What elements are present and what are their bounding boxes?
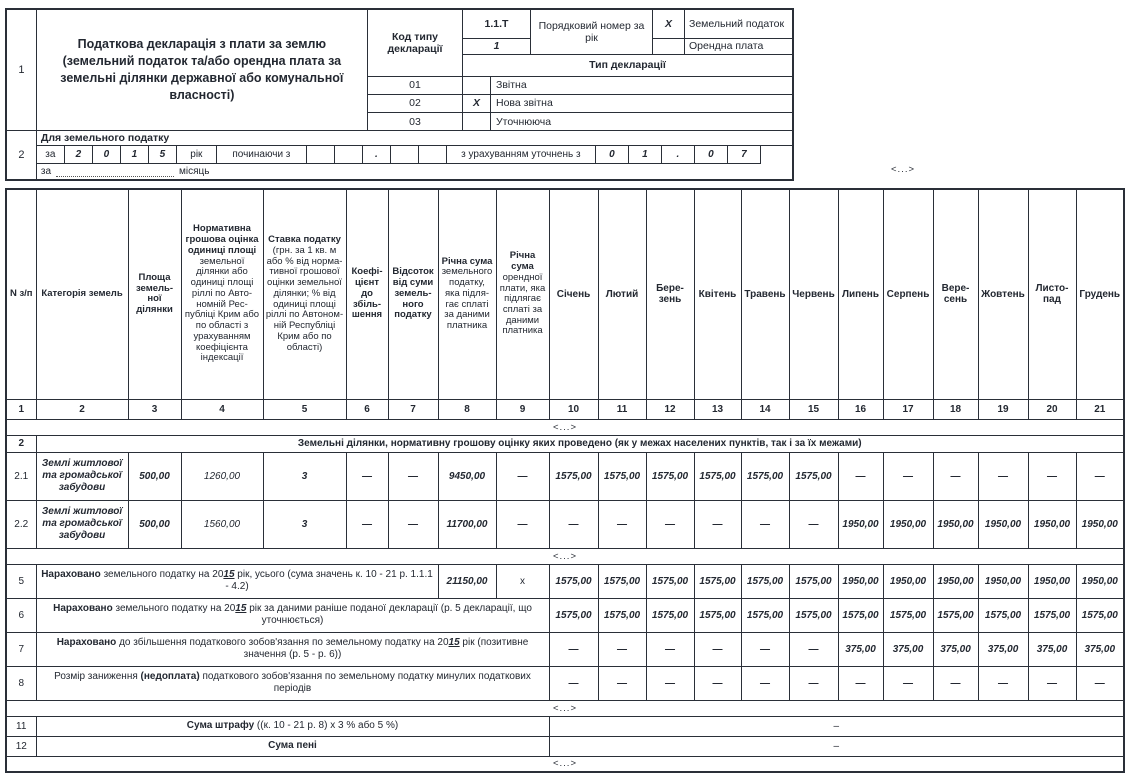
rent-label: Орендна плата [685, 39, 792, 55]
month-value-cell: 1575,00 [741, 598, 789, 632]
header-month-cell: Травень [741, 189, 789, 399]
ellipsis-row-2 [6, 548, 1124, 564]
column-number-cell: 9 [496, 399, 549, 419]
column-number-cell: 8 [438, 399, 496, 419]
text-segment: (недоплата) [140, 670, 200, 682]
section-2-row [6, 435, 1124, 452]
start-date-box[interactable] [335, 146, 363, 164]
column-number-cell: 5 [263, 399, 346, 419]
month-value-cell: 1950,00 [838, 564, 883, 598]
month-value-cell: — [646, 666, 694, 700]
header-month-cell: Лютий [598, 189, 646, 399]
column-number-cell: 19 [978, 399, 1028, 419]
period-row-filler [761, 146, 792, 164]
header-col-1: N з/п [6, 189, 36, 399]
row-number-1: 1 [7, 10, 37, 130]
row-no: 6 [6, 598, 36, 632]
ellipsis-cell: <...> [6, 756, 1124, 772]
month-value-cell: 1575,00 [646, 564, 694, 598]
header-col-6: Коефіцієнт до збільшення [346, 189, 388, 399]
month-value-cell: — [933, 452, 978, 500]
column-number-cell: 21 [1076, 399, 1124, 419]
month-value-cell: 1575,00 [741, 564, 789, 598]
month-value-cell: — [789, 632, 838, 666]
fine-value: – [549, 716, 1124, 736]
month-value-cell: 1950,00 [1076, 500, 1124, 548]
adjustments-label: з урахуванням уточнень з [447, 146, 596, 164]
data-row-2-2 [6, 500, 1124, 548]
column-number-cell: 14 [741, 399, 789, 419]
column-number-row [6, 399, 1124, 419]
row-no: 7 [6, 632, 36, 666]
penalty-value: – [549, 736, 1124, 756]
declaration-type-header: Тип декларації [463, 55, 792, 77]
column-number-cell: 17 [883, 399, 933, 419]
text-segment: рік за даними раніше поданої декларації (р. 5 декларації, що уточнюється) [246, 602, 532, 626]
text-segment: Нараховано [56, 636, 120, 648]
period-section-label: Для земельного податку [37, 131, 792, 146]
summary-row-8 [6, 666, 1124, 700]
code-value: 1.1.Т [463, 10, 531, 39]
year-digit-box[interactable]: 0 [93, 146, 121, 164]
month-line-suffix: місяць [179, 166, 210, 177]
header-month-cell: Березень [646, 189, 694, 399]
month-value-cell: 1575,00 [549, 452, 598, 500]
month-value-cell: — [694, 632, 741, 666]
decl-type-mark-02[interactable]: X [463, 95, 491, 113]
ellipsis-cell: <...> [6, 419, 1124, 435]
month-value-cell: 1575,00 [646, 598, 694, 632]
month-value-cell: — [741, 500, 789, 548]
row-no: 2.2 [6, 500, 36, 548]
section-2-number: 2 [6, 435, 36, 452]
month-value-cell: — [694, 500, 741, 548]
decl-type-code-03: 03 [368, 113, 463, 131]
header-col-5: Ставка податку (грн. за 1 кв. м або % від нормативної грошової оцінки земельної ділянки; % від одиниці площі ріллі по Автономній Республіці Крим або по області) [263, 189, 346, 399]
month-value-cell: — [883, 452, 933, 500]
adjustment-date-box[interactable]: . [662, 146, 695, 164]
decl-type-mark-03[interactable] [463, 113, 491, 131]
month-value-cell: 375,00 [933, 632, 978, 666]
text-segment: Розмір заниження [54, 670, 141, 682]
table-header-row [6, 189, 1124, 399]
month-value-cell: 1575,00 [694, 452, 741, 500]
column-number-cell: 13 [694, 399, 741, 419]
start-date-box[interactable] [419, 146, 447, 164]
month-value-cell: 1950,00 [933, 500, 978, 548]
text-segment: 15 [223, 568, 235, 580]
ellipsis-cell: <...> [6, 548, 1124, 564]
summary-row-5 [6, 564, 1124, 598]
header-month-cell: Червень [789, 189, 838, 399]
month-value-cell: 375,00 [1028, 632, 1076, 666]
summary-text [36, 632, 549, 666]
text-segment: до збільшення податкового зобов'язання по земельному податку на 20 [119, 636, 449, 648]
header-month-cell: Січень [549, 189, 598, 399]
month-value-cell: 1575,00 [789, 452, 838, 500]
ellipsis-row-3 [6, 700, 1124, 716]
row-no: 8 [6, 666, 36, 700]
month-line [37, 164, 792, 179]
column-number-cell: 16 [838, 399, 883, 419]
section-2-title: Земельні ділянки, нормативну грошову оцінку яких проведено (як у межах населених пунктів, так і за їх межами) [36, 435, 1124, 452]
ellipsis-row-4 [6, 756, 1124, 772]
declaration-type-grid [368, 10, 792, 130]
header-month-cell: Листопад [1028, 189, 1076, 399]
data-row-2-1 [6, 452, 1124, 500]
column-number-cell: 6 [346, 399, 388, 419]
period-section [37, 131, 792, 179]
header-month-cell: Квітень [694, 189, 741, 399]
header-col-2: Категорія земель [36, 189, 128, 399]
column-number-cell: 18 [933, 399, 978, 419]
tax-rate-value: 3 [263, 500, 346, 548]
decl-type-code-02: 02 [368, 95, 463, 113]
text-segment: податкового зобов'язання по земельному податку минулих податкових періодів [199, 670, 531, 694]
declaration-title: Податкова декларація з плати за землю (земельний податок та/або орендна плата за земельні ділянки державної або комунальної власності) [37, 10, 368, 130]
month-value-cell: 1575,00 [694, 598, 741, 632]
month-value-cell: 1575,00 [549, 598, 598, 632]
decl-type-mark-01[interactable] [463, 77, 491, 95]
start-date-box[interactable]: . [363, 146, 391, 164]
column-number-cell: 7 [388, 399, 438, 419]
area-value: 500,00 [128, 500, 181, 548]
header-col-8: Річна сума земельного податку, яка підлягає сплаті за даними платника [438, 189, 496, 399]
month-value-cell: — [978, 666, 1028, 700]
month-value-cell: 1950,00 [978, 500, 1028, 548]
header-month-cell: Липень [838, 189, 883, 399]
annual-rent-value: — [496, 452, 549, 500]
column-number-cell: 12 [646, 399, 694, 419]
land-category: Землі житлової та громадської забудови [36, 452, 128, 500]
sequence-number-label: Порядковий номер за рік [531, 10, 653, 55]
month-value-cell: — [741, 666, 789, 700]
sequence-number-value[interactable]: 1 [463, 39, 531, 55]
month-value-cell: — [549, 632, 598, 666]
column-number-cell: 11 [598, 399, 646, 419]
decl-type-label-01: Звітна [491, 77, 792, 95]
header-col-3: Площа земельної ділянки [128, 189, 181, 399]
text-segment: 15 [448, 636, 460, 648]
month-value-cell: — [1028, 666, 1076, 700]
month-value-cell: — [789, 500, 838, 548]
header-month-cell: Серпень [883, 189, 933, 399]
land-category: Землі житлової та громадської забудови [36, 500, 128, 548]
month-value-cell: 1950,00 [1028, 564, 1076, 598]
month-value-cell: — [694, 666, 741, 700]
month-value-cell: 1575,00 [1028, 598, 1076, 632]
header-month-cell: Жовтень [978, 189, 1028, 399]
coefficient-value: — [346, 500, 388, 548]
rik-label: рік [177, 146, 217, 164]
text-segment: Сума штрафу [186, 719, 257, 731]
land-tax-table [5, 188, 1125, 773]
annual-tax-value: 9450,00 [438, 452, 496, 500]
adjustment-date-box[interactable]: 0 [596, 146, 629, 164]
month-value-cell: — [1028, 452, 1076, 500]
fine-label [36, 716, 549, 736]
summary-row-6 [6, 598, 1124, 632]
month-value-cell: 1575,00 [694, 564, 741, 598]
month-value-cell: 1575,00 [646, 452, 694, 500]
row-no: 5 [6, 564, 36, 598]
month-value-cell: — [1076, 666, 1124, 700]
month-value-cell: 1950,00 [1076, 564, 1124, 598]
month-blank-field[interactable] [56, 167, 174, 177]
header-row-2-period [7, 131, 792, 179]
month-value-cell: 1950,00 [883, 564, 933, 598]
valuation-value: 1560,00 [181, 500, 263, 548]
month-value-cell: 1575,00 [741, 452, 789, 500]
header-row-1 [7, 10, 792, 131]
month-value-cell: 1575,00 [598, 564, 646, 598]
row-no: 12 [6, 736, 36, 756]
column-number-cell: 10 [549, 399, 598, 419]
adjustment-date-box[interactable]: 1 [629, 146, 662, 164]
row-no: 2.1 [6, 452, 36, 500]
month-value-cell: 1575,00 [789, 564, 838, 598]
month-value-cell: — [838, 452, 883, 500]
area-value: 500,00 [128, 452, 181, 500]
land-tax-mark-cell[interactable]: X [653, 10, 685, 39]
penalty-label [36, 736, 549, 756]
month-value-cell: 1950,00 [978, 564, 1028, 598]
starting-from-label: починаючи з [217, 146, 307, 164]
ellipsis-cell: <...> [6, 700, 1124, 716]
column-number-cell: 2 [36, 399, 128, 419]
month-value-cell: — [883, 666, 933, 700]
month-value-cell: 1950,00 [883, 500, 933, 548]
ellipsis-marker-top: <...> [891, 164, 916, 175]
month-value-cell: — [933, 666, 978, 700]
za-label: за [37, 146, 65, 164]
text-segment: земельного податку на 20 [103, 568, 224, 580]
month-value-cell: 1575,00 [549, 564, 598, 598]
text-segment: Нараховано [53, 602, 116, 614]
period-fields-row [37, 146, 792, 164]
year-digit-box[interactable]: 2 [65, 146, 93, 164]
footer-row-11 [6, 716, 1124, 736]
percent-value: — [388, 452, 438, 500]
summary-text [36, 598, 549, 632]
rent-mark-cell[interactable] [653, 39, 685, 55]
month-value-cell: 1575,00 [933, 598, 978, 632]
annual-tax-total: 21150,00 [438, 564, 496, 598]
row-number-2: 2 [7, 131, 37, 179]
month-value-cell: 1950,00 [933, 564, 978, 598]
code-type-label: Код типу декларації [368, 10, 463, 77]
month-value-cell: — [549, 666, 598, 700]
month-value-cell: 375,00 [1076, 632, 1124, 666]
decl-type-label-02: Нова звітна [491, 95, 792, 113]
month-value-cell: 1575,00 [789, 598, 838, 632]
month-value-cell: — [789, 666, 838, 700]
land-tax-label: Земельний податок [685, 10, 792, 39]
decl-type-code-01: 01 [368, 77, 463, 95]
summary-text [36, 564, 438, 598]
header-month-cell: Вересень [933, 189, 978, 399]
row-no: 11 [6, 716, 36, 736]
text-segment: 15 [235, 602, 247, 614]
year-digit-box[interactable]: 1 [121, 146, 149, 164]
header-col-9: Річна сума орендної плати, яка підлягає сплаті за даними платника [496, 189, 549, 399]
month-value-cell: — [978, 452, 1028, 500]
not-applicable-cell: х [496, 564, 549, 598]
header-col-7: Відсоток від суми земельного податку [388, 189, 438, 399]
text-segment: ((к. 10 - 21 р. 8) х 3 % або 5 %) [256, 719, 399, 731]
month-value-cell: — [598, 632, 646, 666]
adjustment-date-box[interactable]: 0 [695, 146, 728, 164]
year-digit-box[interactable]: 5 [149, 146, 177, 164]
column-number-cell: 1 [6, 399, 36, 419]
month-line-prefix: за [40, 166, 52, 177]
decl-type-label-03: Уточнююча [496, 115, 552, 128]
header-col-4: Нормативна грошова оцінка одиниці площі земельної ділянки або одиниці площі ріллі по Автономній Республіці Крим або по області з урахуванням коефіцієнта індексації [181, 189, 263, 399]
valuation-value: 1260,00 [181, 452, 263, 500]
tax-rate-value: 3 [263, 452, 346, 500]
month-value-cell: — [598, 500, 646, 548]
summary-text [36, 666, 549, 700]
month-value-cell: 1950,00 [1028, 500, 1076, 548]
declaration-header-block [5, 8, 794, 181]
start-date-box[interactable] [307, 146, 335, 164]
month-value-cell: — [741, 632, 789, 666]
month-value-cell: 1950,00 [838, 500, 883, 548]
month-value-cell: — [549, 500, 598, 548]
text-segment: земельного податку на 20 [115, 602, 236, 614]
month-value-cell: 1575,00 [838, 598, 883, 632]
ellipsis-row-1 [6, 419, 1124, 435]
coefficient-value: — [346, 452, 388, 500]
month-value-cell: — [646, 500, 694, 548]
column-number-cell: 20 [1028, 399, 1076, 419]
month-value-cell: — [838, 666, 883, 700]
percent-value: — [388, 500, 438, 548]
month-value-cell: — [1076, 452, 1124, 500]
month-value-cell: 375,00 [838, 632, 883, 666]
column-number-cell: 4 [181, 399, 263, 419]
column-number-cell: 3 [128, 399, 181, 419]
annual-rent-value: — [496, 500, 549, 548]
month-value-cell: — [646, 632, 694, 666]
adjustment-date-box[interactable]: 7 [728, 146, 761, 164]
month-value-cell: 375,00 [883, 632, 933, 666]
text-segment: рік, усього (сума значень к. 10 - 21 р. 1.1.1 - 4.2) [225, 568, 433, 592]
month-value-cell: 1575,00 [1076, 598, 1124, 632]
text-segment: Сума пені [268, 739, 317, 751]
footer-row-12 [6, 736, 1124, 756]
month-value-cell: 375,00 [978, 632, 1028, 666]
month-value-cell: 1575,00 [883, 598, 933, 632]
text-segment: рік (позитивне значення (р. 5 - р. 6)) [243, 636, 529, 660]
header-month-cell: Грудень [1076, 189, 1124, 399]
summary-row-7 [6, 632, 1124, 666]
month-value-cell: 1575,00 [598, 598, 646, 632]
month-value-cell: — [598, 666, 646, 700]
text-segment: Нараховано [41, 568, 104, 580]
column-number-cell: 15 [789, 399, 838, 419]
month-value-cell: 1575,00 [598, 452, 646, 500]
start-date-box[interactable] [391, 146, 419, 164]
annual-tax-value: 11700,00 [438, 500, 496, 548]
month-value-cell: 1575,00 [978, 598, 1028, 632]
